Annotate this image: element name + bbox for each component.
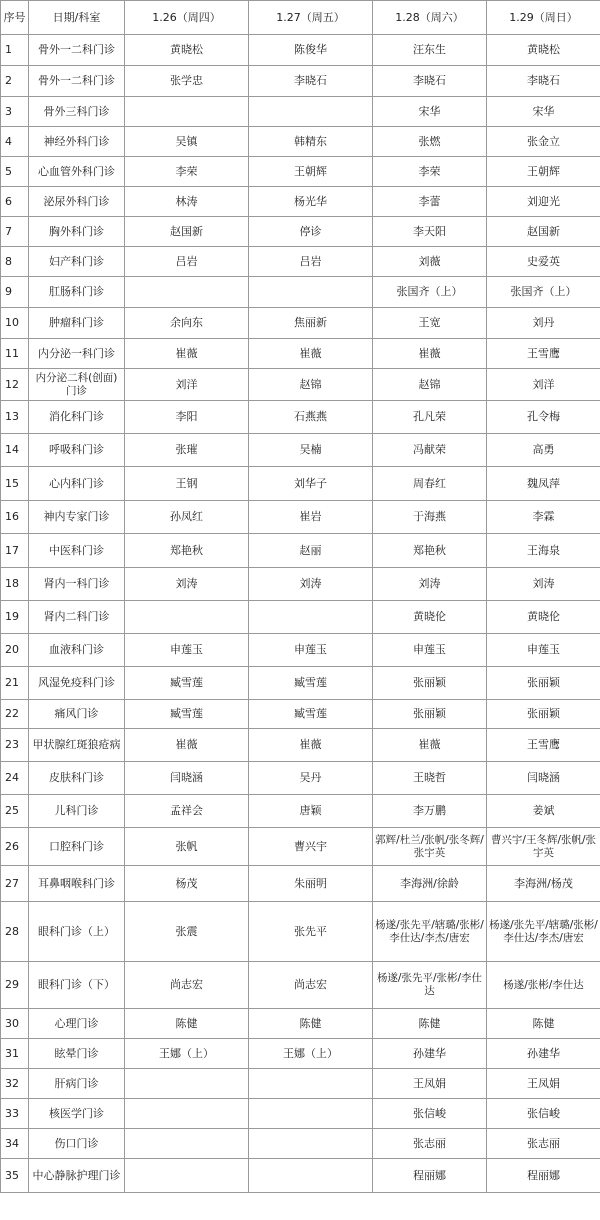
doctor-cell-date-3: 陈健 [373,1009,487,1039]
doctor-cell-date-1: 吕岩 [125,247,249,277]
doctor-cell-date-4: 张志丽 [487,1129,600,1159]
department-cell: 血液科门诊 [29,634,125,667]
schedule-body [1,35,600,1193]
doctor-cell-date-1: 刘洋 [125,369,249,401]
doctor-cell-date-3: 宋华 [373,97,487,127]
doctor-cell-date-3: 刘涛 [373,568,487,601]
doctor-cell-date-1: 林涛 [125,187,249,217]
table-row [1,187,600,217]
doctor-cell-date-1: 臧雪莲 [125,700,249,729]
row-number: 21 [1,667,29,700]
doctor-cell-date-3: 张国齐（上） [373,277,487,308]
table-row [1,1009,600,1039]
doctor-cell-date-3: 赵锦 [373,369,487,401]
doctor-cell-date-3: 崔薇 [373,729,487,762]
doctor-cell-date-4: 张国齐（上） [487,277,600,308]
table-row [1,308,600,339]
row-number: 3 [1,97,29,127]
doctor-cell-date-2: 王朝辉 [249,157,373,187]
table-row [1,1129,600,1159]
doctor-cell-date-3: 李海洲/徐龄 [373,866,487,902]
doctor-cell-date-3: 黄晓伦 [373,601,487,634]
row-number: 2 [1,66,29,97]
row-number: 1 [1,35,29,66]
doctor-cell-date-1: 李阳 [125,401,249,434]
doctor-cell-date-1 [125,1129,249,1159]
row-number: 14 [1,434,29,467]
doctor-cell-date-1: 张帆 [125,828,249,866]
table-row [1,1099,600,1129]
row-number: 33 [1,1099,29,1129]
doctor-cell-date-1: 张璀 [125,434,249,467]
doctor-cell-date-4: 孙建华 [487,1039,600,1069]
doctor-cell-date-3: 崔薇 [373,339,487,369]
table-row [1,66,600,97]
doctor-cell-date-3: 周春红 [373,467,487,501]
doctor-cell-date-1: 李荣 [125,157,249,187]
doctor-cell-date-4: 陈健 [487,1009,600,1039]
table-row [1,35,600,66]
doctor-cell-date-2: 赵丽 [249,534,373,568]
doctor-cell-date-3: 张信峻 [373,1099,487,1129]
department-cell: 风湿免疫科门诊 [29,667,125,700]
doctor-cell-date-2: 王娜（上） [249,1039,373,1069]
doctor-cell-date-3: 杨遂/张先平/辖璐/张彬/李仕达/李杰/唐宏 [373,902,487,962]
department-cell: 口腔科门诊 [29,828,125,866]
doctor-cell-date-2 [249,601,373,634]
doctor-cell-date-1: 吴镇 [125,127,249,157]
header-row [1,1,600,35]
table-row [1,339,600,369]
doctor-cell-date-3: 冯献荣 [373,434,487,467]
table-row [1,277,600,308]
row-number: 17 [1,534,29,568]
row-number: 5 [1,157,29,187]
department-cell: 消化科门诊 [29,401,125,434]
doctor-cell-date-3: 王凤娟 [373,1069,487,1099]
doctor-cell-date-4: 黄晓松 [487,35,600,66]
doctor-cell-date-4: 王朝辉 [487,157,600,187]
doctor-cell-date-2: 韩精东 [249,127,373,157]
row-number: 23 [1,729,29,762]
row-number: 8 [1,247,29,277]
department-cell: 中心静脉护理门诊 [29,1159,125,1193]
doctor-cell-date-3: 张丽颖 [373,700,487,729]
doctor-cell-date-1: 王钢 [125,467,249,501]
department-cell: 皮肤科门诊 [29,762,125,795]
table-row [1,247,600,277]
table-row [1,127,600,157]
department-cell: 肛肠科门诊 [29,277,125,308]
department-cell: 眼科门诊（上） [29,902,125,962]
header-date-4: 1.29（周日） [487,1,600,35]
table-row [1,1159,600,1193]
row-number: 15 [1,467,29,501]
doctor-cell-date-2: 陈俊华 [249,35,373,66]
doctor-cell-date-2: 曹兴宇 [249,828,373,866]
doctor-cell-date-4: 王雪鹰 [487,729,600,762]
department-cell: 痛风门诊 [29,700,125,729]
doctor-cell-date-1: 赵国新 [125,217,249,247]
doctor-cell-date-4: 孔令梅 [487,401,600,434]
doctor-cell-date-2: 唐颖 [249,795,373,828]
row-number: 18 [1,568,29,601]
doctor-cell-date-3: 汪东生 [373,35,487,66]
table-row [1,1039,600,1069]
header-num: 序号 [1,1,29,35]
doctor-cell-date-4: 张金立 [487,127,600,157]
table-row [1,962,600,1009]
doctor-cell-date-2: 尚志宏 [249,962,373,1009]
table-row [1,97,600,127]
doctor-cell-date-3: 刘薇 [373,247,487,277]
department-cell: 心内科门诊 [29,467,125,501]
department-cell: 甲状腺红斑狼疮病 [29,729,125,762]
doctor-cell-date-3: 李万鹏 [373,795,487,828]
doctor-cell-date-2 [249,1069,373,1099]
doctor-cell-date-2: 崔薇 [249,729,373,762]
doctor-cell-date-4: 曹兴宇/王冬辉/张帆/张宇英 [487,828,600,866]
table-row [1,1069,600,1099]
row-number: 20 [1,634,29,667]
row-number: 10 [1,308,29,339]
department-cell: 肿瘤科门诊 [29,308,125,339]
department-cell: 骨外一二科门诊 [29,66,125,97]
doctor-cell-date-2 [249,277,373,308]
header-date-3: 1.28（周六） [373,1,487,35]
doctor-cell-date-3: 李晓石 [373,66,487,97]
doctor-cell-date-4: 黄晓伦 [487,601,600,634]
table-row [1,866,600,902]
row-number: 25 [1,795,29,828]
doctor-cell-date-1: 张学忠 [125,66,249,97]
doctor-cell-date-3: 张志丽 [373,1129,487,1159]
row-number: 24 [1,762,29,795]
department-cell: 神经外科门诊 [29,127,125,157]
doctor-cell-date-2 [249,1099,373,1129]
doctor-cell-date-1 [125,1159,249,1193]
header-dept: 日期/科室 [29,1,125,35]
row-number: 7 [1,217,29,247]
doctor-cell-date-1: 孟祥会 [125,795,249,828]
table-row [1,601,600,634]
doctor-cell-date-1: 申莲玉 [125,634,249,667]
doctor-cell-date-3: 于海燕 [373,501,487,534]
row-number: 12 [1,369,29,401]
row-number: 34 [1,1129,29,1159]
department-cell: 儿科门诊 [29,795,125,828]
doctor-cell-date-4: 刘丹 [487,308,600,339]
doctor-cell-date-2: 吕岩 [249,247,373,277]
row-number: 11 [1,339,29,369]
doctor-cell-date-3: 李蕾 [373,187,487,217]
table-row [1,157,600,187]
table-row [1,634,600,667]
doctor-cell-date-1: 尚志宏 [125,962,249,1009]
table-row [1,401,600,434]
doctor-cell-date-3: 王晓哲 [373,762,487,795]
department-cell: 伤口门诊 [29,1129,125,1159]
doctor-cell-date-4: 赵国新 [487,217,600,247]
doctor-cell-date-3: 王宽 [373,308,487,339]
doctor-cell-date-2: 焦丽新 [249,308,373,339]
row-number: 30 [1,1009,29,1039]
doctor-cell-date-2: 朱丽明 [249,866,373,902]
department-cell: 神内专家门诊 [29,501,125,534]
doctor-cell-date-1 [125,601,249,634]
doctor-cell-date-3: 郭辉/杜兰/张帆/张冬辉/张宇英 [373,828,487,866]
department-cell: 泌尿外科门诊 [29,187,125,217]
department-cell: 呼吸科门诊 [29,434,125,467]
doctor-cell-date-3: 孙建华 [373,1039,487,1069]
doctor-cell-date-1 [125,277,249,308]
doctor-cell-date-2: 吴楠 [249,434,373,467]
doctor-cell-date-4: 张丽颖 [487,667,600,700]
doctor-cell-date-4: 史爱英 [487,247,600,277]
doctor-cell-date-3: 张丽颖 [373,667,487,700]
department-cell: 心血管外科门诊 [29,157,125,187]
table-row [1,700,600,729]
doctor-cell-date-4: 魏凤萍 [487,467,600,501]
doctor-cell-date-1: 陈健 [125,1009,249,1039]
doctor-cell-date-4: 刘洋 [487,369,600,401]
doctor-cell-date-3: 孔凡荣 [373,401,487,434]
row-number: 6 [1,187,29,217]
doctor-cell-date-2: 张先平 [249,902,373,962]
row-number: 29 [1,962,29,1009]
doctor-cell-date-1: 闫晓涵 [125,762,249,795]
table-row [1,568,600,601]
doctor-cell-date-3: 李天阳 [373,217,487,247]
department-cell: 肾内一科门诊 [29,568,125,601]
row-number: 35 [1,1159,29,1193]
doctor-cell-date-4: 宋华 [487,97,600,127]
row-number: 28 [1,902,29,962]
department-cell: 耳鼻咽喉科门诊 [29,866,125,902]
doctor-cell-date-4: 闫晓涵 [487,762,600,795]
table-row [1,828,600,866]
doctor-cell-date-1: 刘涛 [125,568,249,601]
table-row [1,902,600,962]
doctor-cell-date-2 [249,97,373,127]
doctor-cell-date-1: 杨茂 [125,866,249,902]
department-cell: 胸外科门诊 [29,217,125,247]
doctor-cell-date-2 [249,1159,373,1193]
doctor-cell-date-2: 杨光华 [249,187,373,217]
doctor-cell-date-4: 杨遂/张先平/辖璐/张彬/李仕达/李杰/唐宏 [487,902,600,962]
doctor-cell-date-3: 郑艳秋 [373,534,487,568]
doctor-cell-date-1: 郑艳秋 [125,534,249,568]
doctor-cell-date-2: 石燕燕 [249,401,373,434]
department-cell: 妇产科门诊 [29,247,125,277]
doctor-cell-date-3: 杨遂/张先平/张彬/李仕达 [373,962,487,1009]
department-cell: 中医科门诊 [29,534,125,568]
doctor-cell-date-1 [125,97,249,127]
doctor-cell-date-1: 黄晓松 [125,35,249,66]
department-cell: 眩晕门诊 [29,1039,125,1069]
doctor-cell-date-2: 崔薇 [249,339,373,369]
row-number: 22 [1,700,29,729]
doctor-cell-date-2: 刘涛 [249,568,373,601]
doctor-cell-date-4: 李海洲/杨茂 [487,866,600,902]
table-row [1,217,600,247]
doctor-cell-date-1: 孙凤红 [125,501,249,534]
doctor-cell-date-3: 张燃 [373,127,487,157]
doctor-cell-date-3: 李荣 [373,157,487,187]
doctor-cell-date-4: 张信峻 [487,1099,600,1129]
doctor-cell-date-3: 程丽娜 [373,1159,487,1193]
doctor-cell-date-2: 臧雪莲 [249,667,373,700]
doctor-cell-date-1: 崔薇 [125,729,249,762]
table-row [1,667,600,700]
doctor-cell-date-4: 张丽颖 [487,700,600,729]
table-row [1,369,600,401]
table-row [1,729,600,762]
table-row [1,501,600,534]
row-number: 16 [1,501,29,534]
department-cell: 肾内二科门诊 [29,601,125,634]
doctor-cell-date-4: 杨遂/张彬/李仕达 [487,962,600,1009]
table-row [1,467,600,501]
row-number: 9 [1,277,29,308]
row-number: 32 [1,1069,29,1099]
department-cell: 心理门诊 [29,1009,125,1039]
doctor-cell-date-4: 刘迎光 [487,187,600,217]
department-cell: 核医学门诊 [29,1099,125,1129]
doctor-cell-date-4: 王海泉 [487,534,600,568]
row-number: 27 [1,866,29,902]
table-row [1,434,600,467]
doctor-cell-date-3: 申莲玉 [373,634,487,667]
row-number: 13 [1,401,29,434]
department-cell: 骨外一二科门诊 [29,35,125,66]
doctor-cell-date-4: 李霖 [487,501,600,534]
department-cell: 肝病门诊 [29,1069,125,1099]
doctor-cell-date-1 [125,1069,249,1099]
doctor-cell-date-4: 高勇 [487,434,600,467]
doctor-cell-date-4: 李晓石 [487,66,600,97]
department-cell: 骨外三科门诊 [29,97,125,127]
doctor-cell-date-2: 陈健 [249,1009,373,1039]
row-number: 4 [1,127,29,157]
department-cell: 内分泌一科门诊 [29,339,125,369]
row-number: 19 [1,601,29,634]
doctor-cell-date-4: 王凤娟 [487,1069,600,1099]
doctor-cell-date-4: 刘涛 [487,568,600,601]
doctor-cell-date-1: 臧雪莲 [125,667,249,700]
department-cell: 眼科门诊（下） [29,962,125,1009]
doctor-cell-date-1: 张震 [125,902,249,962]
doctor-cell-date-2: 停诊 [249,217,373,247]
doctor-cell-date-2: 刘华子 [249,467,373,501]
doctor-cell-date-2: 李晓石 [249,66,373,97]
doctor-cell-date-1: 王娜（上） [125,1039,249,1069]
table-row [1,762,600,795]
row-number: 31 [1,1039,29,1069]
doctor-cell-date-1: 崔薇 [125,339,249,369]
doctor-cell-date-1 [125,1099,249,1129]
doctor-cell-date-2: 申莲玉 [249,634,373,667]
doctor-cell-date-4: 王雪鹰 [487,339,600,369]
table-row [1,534,600,568]
doctor-cell-date-4: 申莲玉 [487,634,600,667]
doctor-cell-date-2: 赵锦 [249,369,373,401]
doctor-cell-date-4: 姜斌 [487,795,600,828]
doctor-cell-date-1: 余向东 [125,308,249,339]
header-date-2: 1.27（周五） [249,1,373,35]
doctor-cell-date-4: 程丽娜 [487,1159,600,1193]
doctor-cell-date-2: 臧雪莲 [249,700,373,729]
header-date-1: 1.26（周四） [125,1,249,35]
doctor-cell-date-2: 崔岩 [249,501,373,534]
table-row [1,795,600,828]
department-cell: 内分泌二科(创面)门诊 [29,369,125,401]
doctor-cell-date-2 [249,1129,373,1159]
row-number: 26 [1,828,29,866]
doctor-cell-date-2: 吴丹 [249,762,373,795]
